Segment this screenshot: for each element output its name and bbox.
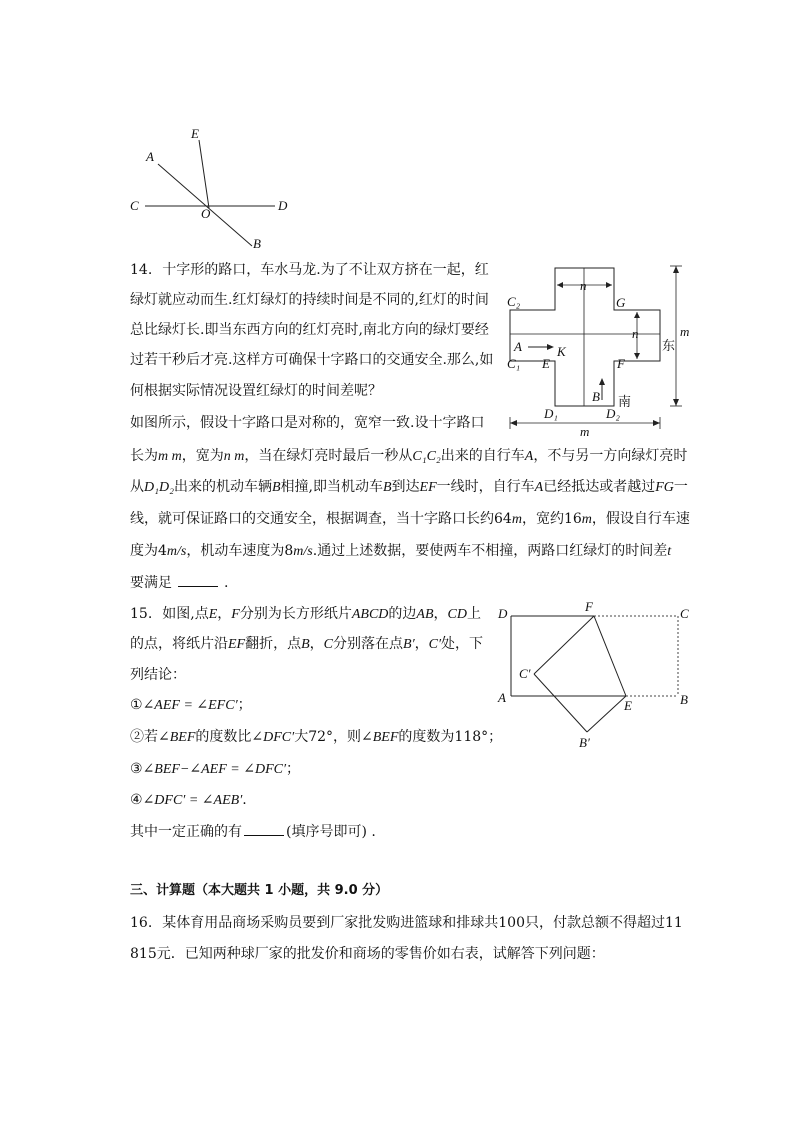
- q14-line-6: 如图所示，假设十字路口是对称的，宽窄一致.设十字路口: [130, 415, 485, 431]
- q14-line-5: 何根据实际情况设置红绿灯的时间差呢？: [130, 383, 382, 399]
- q14-line-11: 要满足 .: [130, 572, 228, 593]
- label-a: A: [146, 149, 154, 164]
- label-b: B: [253, 236, 261, 251]
- label-e: E: [542, 356, 550, 371]
- q14-line-7: 长为m m，宽为n m，当在绿灯亮时最后一秒从C₁C₂出来的自行车A，不与另一方向绿灯亮时: [130, 448, 688, 464]
- q15-answer-line: 其中一定正确的有 (填序号即可) .: [130, 821, 376, 842]
- label-k: K: [557, 344, 566, 359]
- q16-line-1: 16. 某体育用品商场采购员要到厂家批发购进篮球和排球共100只，付款总额不得超过11: [130, 915, 683, 931]
- question-number: 16.: [130, 915, 153, 931]
- label-o: O: [201, 206, 211, 221]
- label-d1: D₁: [544, 406, 558, 421]
- label-b: B: [680, 692, 688, 707]
- label-e: E: [191, 126, 199, 141]
- fold-line-ef: [594, 616, 626, 696]
- edge-c1b1: [534, 674, 587, 732]
- label-a: A: [498, 690, 506, 705]
- q15-item-3: ③∠BEF−∠AEF = ∠DFC′；: [130, 761, 301, 777]
- label-d: D: [278, 198, 288, 213]
- folded-rectangle-figure: [494, 598, 694, 750]
- label-f: F: [617, 356, 625, 371]
- label-c-prime: C′: [519, 666, 531, 681]
- label-c: C: [680, 606, 689, 621]
- q15-line-1: 15. 如图,点E，F分别为长方形纸片ABCD的边AB，CD上: [130, 606, 481, 622]
- q15-item-1: ①∠AEF = ∠EFC′；: [130, 697, 252, 713]
- arrowhead: [599, 378, 605, 385]
- angle-figure: [125, 124, 305, 254]
- label-east: 东: [662, 338, 676, 353]
- ray-oe: [199, 140, 209, 208]
- line-ab: [158, 164, 252, 246]
- q14-line-10: 度为4m/s，机动车速度为8m/s.通过上述数据，要使两车不相撞，两路口红绿灯的时间差t: [130, 543, 672, 559]
- label-m-bottom: m: [580, 424, 590, 438]
- q14-line-9: 线，就可保证路口的交通安全，根据调查，当十字路口长约64m，宽约16m，假设自行车速: [130, 511, 690, 527]
- arrowhead: [547, 344, 554, 350]
- label-b-prime: B′: [579, 735, 590, 750]
- label-f: F: [585, 599, 593, 614]
- intersection-figure: [500, 258, 700, 438]
- edge-b1e: [587, 696, 626, 732]
- q15-item-4: ④∠DFC′ = ∠AEB′.: [130, 792, 247, 808]
- label-n-right: n: [632, 326, 639, 341]
- q15-line-2: 的点，将纸片沿EF翻折，点B，C分别落在点B′，C′处，下: [130, 636, 484, 652]
- q16-line-2: 815元．已知两种球厂家的批发价和商场的零售价如右表，试解答下列问题：: [130, 946, 605, 962]
- label-a: A: [514, 339, 522, 354]
- q15-item-2: ②若∠BEF的度数比∠DFC′大72°，则∠BEF的度数为118°；: [130, 729, 503, 745]
- q14-line-1: 14. 十字形的路口，车水马龙.为了不让双方挤在一起，红: [130, 262, 489, 278]
- label-g: G: [616, 295, 626, 310]
- q15-line-3: 列结论：: [130, 667, 186, 683]
- answer-blank[interactable]: [244, 821, 284, 836]
- label-south: 南: [618, 394, 632, 409]
- label-e: E: [624, 698, 632, 713]
- answer-blank[interactable]: [178, 572, 218, 587]
- q14-line-8: 从D₁D₂出来的机动车辆B相撞,即当机动车B到达EF一线时，自行车A已经抵达或者越过FG一: [130, 479, 688, 495]
- label-c: C: [130, 198, 139, 213]
- q14-line-3: 总比绿灯长.即当东西方向的红灯亮时,南北方向的绿灯要经: [130, 322, 489, 338]
- section-title: 三、计算题（本大题共 1 小题，共 9.0 分）: [130, 883, 389, 898]
- label-m-right: m: [680, 324, 690, 339]
- question-number: 15.: [130, 606, 153, 622]
- label-d2: D₂: [606, 406, 620, 421]
- label-b: B: [592, 389, 600, 404]
- label-c2: C₂: [507, 294, 521, 309]
- label-d: D: [498, 606, 508, 621]
- q14-line-4: 过若干秒后才亮.这样方可确保十字路口的交通安全.那么,如: [130, 352, 494, 368]
- label-c1: C₁: [507, 356, 521, 371]
- q14-line-2: 绿灯就应动而生.红灯绿灯的持续时间是不同的,红灯的时间: [130, 292, 489, 308]
- edge-fc1: [534, 616, 594, 674]
- label-n-top: n: [580, 278, 587, 293]
- question-number: 14.: [130, 262, 153, 278]
